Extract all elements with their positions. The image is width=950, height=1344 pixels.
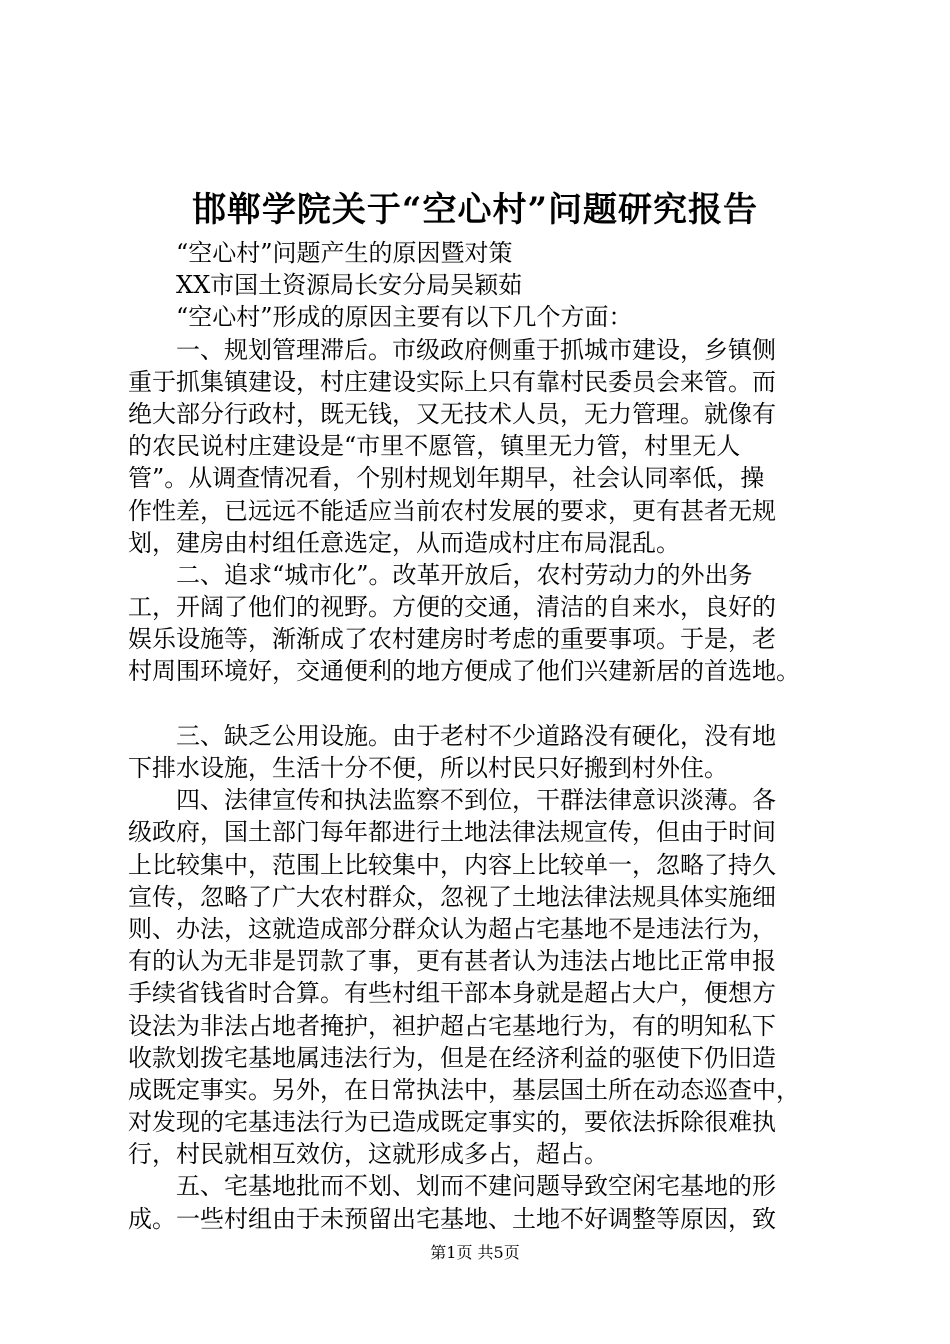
paragraph-line: 四、法律宣传和执法监察不到位，干群法律意识淡薄。各: [176, 786, 776, 815]
paragraph-line: 收款划拨宅基地属违法行为，但是在经济利益的驱使下仍旧造: [128, 1043, 776, 1072]
paragraph-line: 村周围环境好，交通便利的地方便成了他们兴建新居的首选地。: [128, 657, 800, 686]
paragraph-line: 行，村民就相互效仿，这就形成多占，超占。: [128, 1140, 608, 1169]
paragraph-line: 划，建房由村组任意选定，从而造成村庄布局混乱。: [128, 528, 680, 557]
paragraph-line: 作性差，已远远不能适应当前农村发展的要求，更有甚者无规: [128, 496, 776, 525]
paragraph-line: 设法为非法占地者掩护，袒护超占宅基地行为，有的明知私下: [128, 1011, 776, 1040]
paragraph-line: 的农民说村庄建设是“市里不愿管，镇里无力管，村里无人: [128, 432, 741, 461]
paragraph-line: 一、规划管理滞后。市级政府侧重于抓城市建设，乡镇侧: [176, 335, 776, 364]
paragraph-line: 二、追求“城市化”。改革开放后，农村劳动力的外出务: [176, 560, 753, 589]
paragraph-line: 重于抓集镇建设，村庄建设实际上只有靠村民委员会来管。而: [128, 367, 776, 396]
paragraph-line: 级政府，国土部门每年都进行土地法律法规宣传，但由于时间: [128, 818, 776, 847]
page-footer: 第1页 共5页: [430, 1243, 520, 1262]
paragraph-line: 手续省钱省时合算。有些村组干部本身就是超占大户，便想方: [128, 979, 776, 1008]
paragraph-line: “空心村”问题产生的原因暨对策: [176, 239, 513, 267]
paragraph-line: 三、缺乏公用设施。由于老村不少道路没有硬化，没有地: [176, 721, 776, 750]
paragraph-line: 有的认为无非是罚款了事，更有甚者认为违法占地比正常申报: [128, 947, 776, 976]
document-title: 邯郸学院关于“空心村”问题研究报告: [191, 190, 759, 230]
paragraph-line: 对发现的宅基违法行为已造成既定事实的，要依法拆除很难执: [128, 1108, 776, 1137]
paragraph-line: 管”。从调查情况看，个别村规划年期早，社会认同率低，操: [128, 464, 765, 493]
paragraph-line: 娱乐设施等，渐渐成了农村建房时考虑的重要事项。于是，老: [128, 625, 776, 654]
paragraph-line: “空心村”形成的原因主要有以下几个方面：: [176, 303, 633, 332]
paragraph-line: 绝大部分行政村，既无钱，又无技术人员，无力管理。就像有: [128, 399, 776, 428]
paragraph-line: 宣传，忽略了广大农村群众，忽视了土地法律法规具体实施细: [128, 882, 776, 911]
blank-line: [128, 688, 838, 720]
paragraph-line: 成。一些村组由于未预留出宅基地、土地不好调整等原因，致: [128, 1204, 776, 1233]
paragraph-line: XX市国土资源局长安分局吴颖茹: [176, 271, 523, 300]
paragraph-line: 五、宅基地批而不划、划而不建问题导致空闲宅基地的形: [176, 1172, 776, 1201]
document-body: [128, 237, 838, 1235]
paragraph-line: 工，开阔了他们的视野。方便的交通，清洁的自来水，良好的: [128, 593, 776, 622]
paragraph-line: 则、办法，这就造成部分群众认为超占宅基地不是违法行为，: [128, 914, 776, 943]
paragraph-line: 成既定事实。另外，在日常执法中，基层国土所在动态巡查中，: [128, 1075, 800, 1104]
paragraph-line: 上比较集中，范围上比较集中，内容上比较单一，忽略了持久: [128, 850, 776, 879]
paragraph-line: 下排水设施，生活十分不便，所以村民只好搬到村外住。: [128, 754, 728, 782]
